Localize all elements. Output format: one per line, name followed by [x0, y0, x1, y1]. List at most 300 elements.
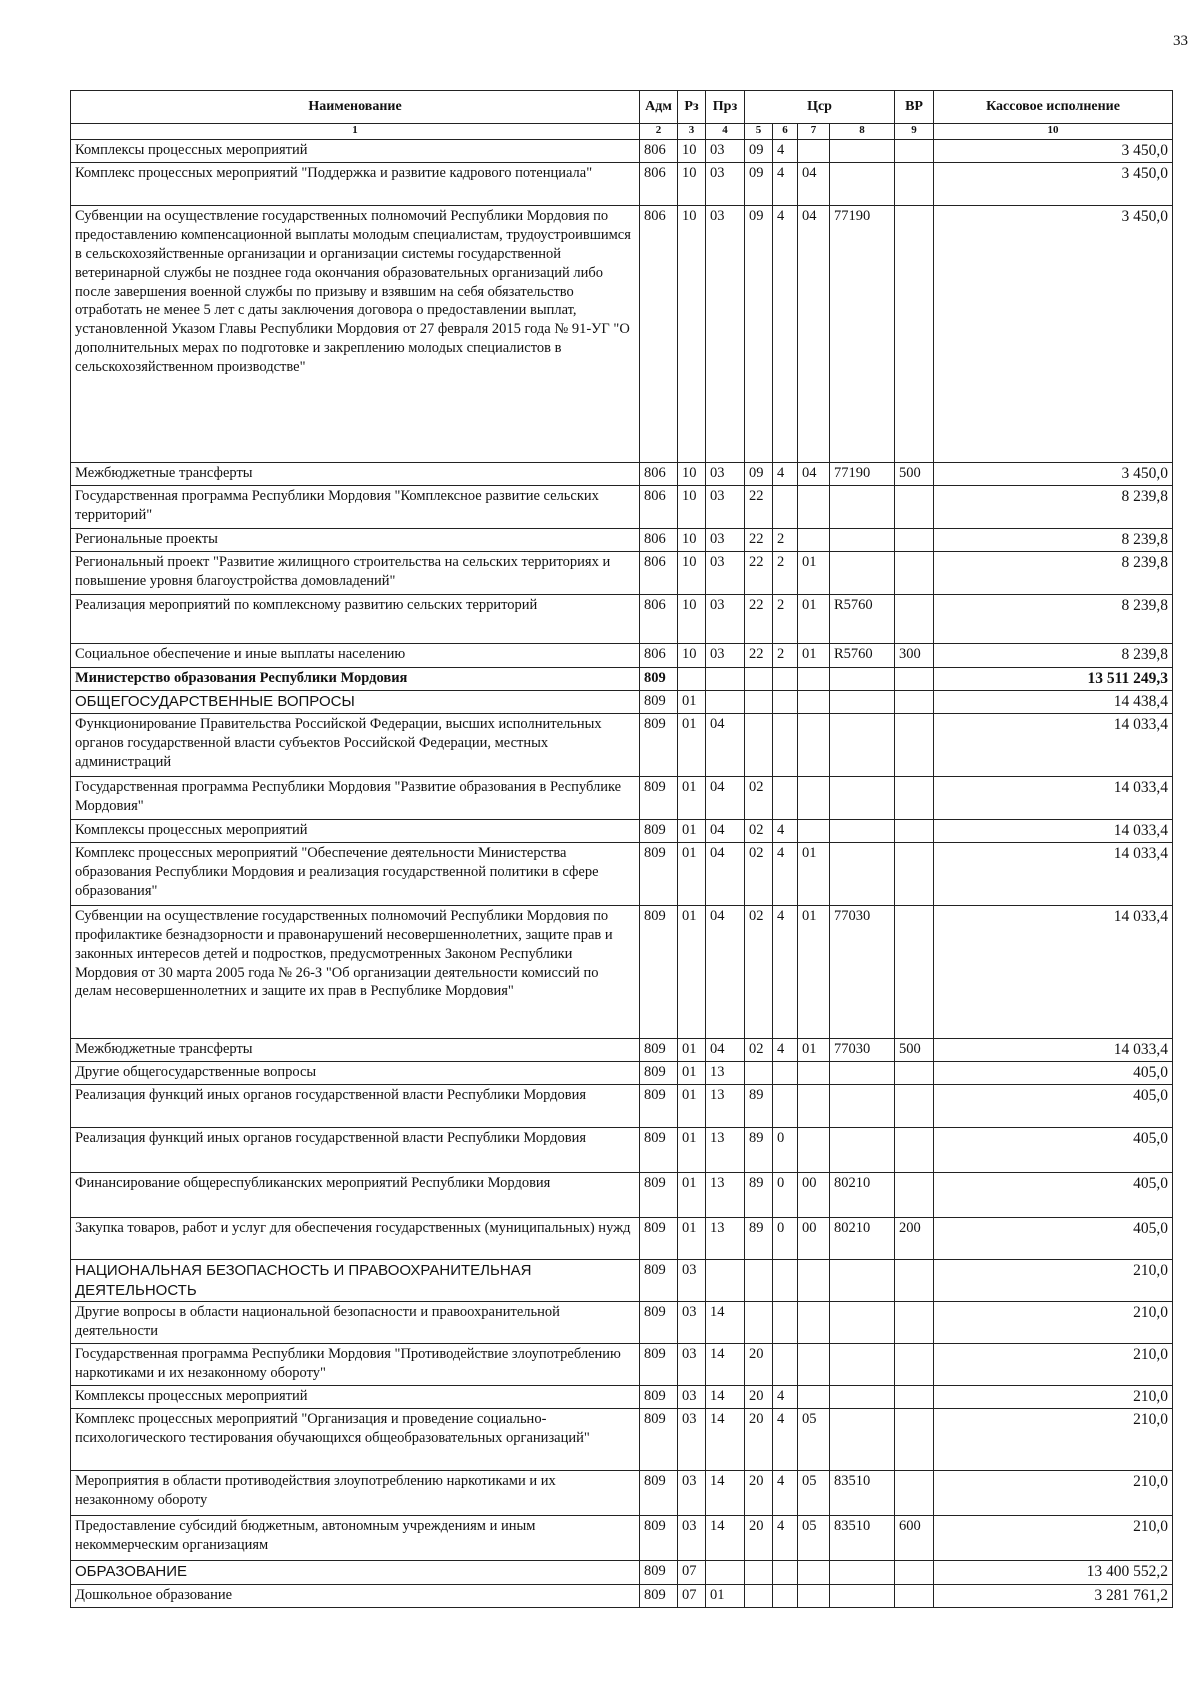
cell-prz: 04: [706, 842, 745, 905]
cell-csr-structural: 01: [798, 842, 830, 905]
cell-adm: 806: [640, 163, 678, 206]
table-row: [71, 1062, 1173, 1085]
header-adm: Адм: [640, 91, 678, 124]
cell-csr-direction: 77030: [830, 1038, 895, 1061]
cell-csr-structural: 04: [798, 163, 830, 206]
header-prz: Прз: [706, 91, 745, 124]
cell-amount: 8 239,8: [934, 486, 1173, 529]
cell-csr-program: [745, 713, 773, 776]
cell-amount: 13 511 249,3: [934, 667, 1173, 690]
cell-csr-structural: [798, 690, 830, 713]
cell-rz: 03: [678, 1409, 706, 1471]
cell-prz: 13: [706, 1218, 745, 1260]
table-row: [71, 206, 1173, 463]
cell-amount: 3 450,0: [934, 163, 1173, 206]
cell-amount: 14 033,4: [934, 713, 1173, 776]
cell-amount: 13 400 552,2: [934, 1561, 1173, 1584]
cell-csr-direction: [830, 529, 895, 552]
cell-csr-program: 02: [745, 1038, 773, 1061]
cell-prz: 03: [706, 552, 745, 595]
cell-amount: 14 033,4: [934, 819, 1173, 842]
cell-csr-direction: [830, 1085, 895, 1128]
cell-adm: 809: [640, 905, 678, 1038]
cell-csr-direction: [830, 1409, 895, 1471]
cell-prz: [706, 1260, 745, 1302]
cell-csr-type: 4: [773, 1516, 798, 1561]
cell-csr-type: [773, 1260, 798, 1302]
cell-prz: 13: [706, 1173, 745, 1218]
cell-vr: [895, 140, 934, 163]
cell-prz: 14: [706, 1516, 745, 1561]
cell-prz: 04: [706, 819, 745, 842]
cell-csr-structural: [798, 529, 830, 552]
cell-adm: 809: [640, 1038, 678, 1061]
table-row: [71, 140, 1173, 163]
cell-csr-program: 22: [745, 595, 773, 644]
table-row: [71, 1584, 1173, 1607]
table-row: [71, 1038, 1173, 1061]
cell-amount: 405,0: [934, 1173, 1173, 1218]
cell-vr: [895, 1085, 934, 1128]
header-rz: Рз: [678, 91, 706, 124]
cell-csr-program: 02: [745, 819, 773, 842]
cell-csr-direction: [830, 1584, 895, 1607]
cell-adm: 806: [640, 595, 678, 644]
cell-rz: 10: [678, 163, 706, 206]
cell-csr-type: 4: [773, 206, 798, 463]
cell-amount: 8 239,8: [934, 529, 1173, 552]
header-vr: ВР: [895, 91, 934, 124]
cell-csr-structural: [798, 1386, 830, 1409]
cell-vr: [895, 206, 934, 463]
cell-rz: 03: [678, 1302, 706, 1344]
table-row: [71, 1260, 1173, 1302]
cell-amount: 3 450,0: [934, 206, 1173, 463]
cell-rz: 07: [678, 1584, 706, 1607]
cell-adm: 809: [640, 1584, 678, 1607]
cell-csr-program: 20: [745, 1409, 773, 1471]
cell-prz: [706, 690, 745, 713]
table-row: [71, 529, 1173, 552]
cell-csr-direction: [830, 486, 895, 529]
cell-csr-structural: 01: [798, 595, 830, 644]
cell-vr: [895, 595, 934, 644]
table-row: [71, 1561, 1173, 1584]
cell-adm: 809: [640, 1516, 678, 1561]
cell-prz: 03: [706, 463, 745, 486]
table-row: [71, 595, 1173, 644]
cell-adm: 809: [640, 1561, 678, 1584]
cell-rz: 03: [678, 1471, 706, 1516]
cell-name: Комплекс процессных мероприятий "Поддержка и развитие кадрового потенциала": [71, 163, 640, 206]
cell-vr: [895, 486, 934, 529]
cell-csr-type: [773, 1302, 798, 1344]
cell-rz: 01: [678, 819, 706, 842]
cell-csr-program: 20: [745, 1471, 773, 1516]
cell-csr-program: [745, 1584, 773, 1607]
cell-adm: 809: [640, 1260, 678, 1302]
cell-csr-type: 0: [773, 1218, 798, 1260]
column-number-row: [71, 124, 1173, 140]
cell-name: Межбюджетные трансферты: [71, 1038, 640, 1061]
cell-vr: [895, 1386, 934, 1409]
cell-vr: 300: [895, 644, 934, 667]
cell-csr-structural: [798, 140, 830, 163]
cell-csr-structural: 05: [798, 1516, 830, 1561]
cell-csr-structural: 00: [798, 1173, 830, 1218]
cell-csr-type: 2: [773, 595, 798, 644]
cell-csr-structural: 04: [798, 463, 830, 486]
cell-rz: 01: [678, 1038, 706, 1061]
column-number: 10: [934, 124, 1173, 140]
cell-adm: 809: [640, 1173, 678, 1218]
cell-rz: 10: [678, 463, 706, 486]
cell-prz: 03: [706, 529, 745, 552]
cell-vr: [895, 819, 934, 842]
cell-name: Социальное обеспечение и иные выплаты населению: [71, 644, 640, 667]
cell-csr-structural: 01: [798, 1038, 830, 1061]
cell-csr-program: 22: [745, 644, 773, 667]
cell-csr-structural: [798, 1260, 830, 1302]
cell-csr-structural: 01: [798, 552, 830, 595]
cell-vr: [895, 1260, 934, 1302]
cell-amount: 210,0: [934, 1386, 1173, 1409]
cell-csr-type: 4: [773, 1386, 798, 1409]
cell-amount: 14 033,4: [934, 842, 1173, 905]
cell-adm: 809: [640, 1409, 678, 1471]
cell-amount: 405,0: [934, 1218, 1173, 1260]
cell-name: Реализация функций иных органов государственной власти Республики Мордовия: [71, 1085, 640, 1128]
cell-name: Мероприятия в области противодействия злоупотреблению наркотиками и их незаконному обороту: [71, 1471, 640, 1516]
column-number: 3: [678, 124, 706, 140]
cell-name: Региональный проект "Развитие жилищного строительства на сельских территориях и повышение уровня благоустройства домовладений": [71, 552, 640, 595]
cell-adm: 806: [640, 140, 678, 163]
cell-vr: [895, 690, 934, 713]
cell-name: Предоставление субсидий бюджетным, автономным учреждениям и иным некоммерческим организациям: [71, 1516, 640, 1561]
cell-csr-direction: [830, 163, 895, 206]
table-body: [71, 140, 1173, 1608]
cell-csr-program: [745, 1302, 773, 1344]
cell-vr: [895, 529, 934, 552]
cell-amount: 210,0: [934, 1344, 1173, 1386]
cell-csr-direction: [830, 1260, 895, 1302]
cell-adm: 809: [640, 1471, 678, 1516]
cell-adm: 809: [640, 1386, 678, 1409]
table-row: [71, 690, 1173, 713]
cell-name: Межбюджетные трансферты: [71, 463, 640, 486]
table-row: [71, 819, 1173, 842]
column-number: 7: [798, 124, 830, 140]
cell-csr-program: 02: [745, 842, 773, 905]
cell-csr-structural: 05: [798, 1409, 830, 1471]
cell-vr: [895, 1173, 934, 1218]
cell-csr-direction: [830, 552, 895, 595]
cell-csr-program: 22: [745, 552, 773, 595]
cell-rz: 01: [678, 690, 706, 713]
cell-csr-program: [745, 1260, 773, 1302]
cell-name: ОБРАЗОВАНИЕ: [71, 1561, 640, 1584]
cell-rz: 03: [678, 1386, 706, 1409]
cell-csr-program: 09: [745, 206, 773, 463]
cell-vr: 500: [895, 1038, 934, 1061]
cell-rz: 10: [678, 140, 706, 163]
cell-csr-direction: 77030: [830, 905, 895, 1038]
cell-rz: 01: [678, 1128, 706, 1173]
cell-name: Комплексы процессных мероприятий: [71, 1386, 640, 1409]
cell-prz: 04: [706, 1038, 745, 1061]
column-number: 1: [71, 124, 640, 140]
cell-csr-program: 20: [745, 1386, 773, 1409]
cell-rz: 01: [678, 1085, 706, 1128]
cell-csr-direction: [830, 819, 895, 842]
cell-rz: 01: [678, 1062, 706, 1085]
table-row: [71, 905, 1173, 1038]
cell-csr-direction: 77190: [830, 206, 895, 463]
cell-csr-program: 22: [745, 486, 773, 529]
cell-csr-structural: [798, 486, 830, 529]
cell-csr-type: [773, 776, 798, 819]
cell-name: Другие общегосударственные вопросы: [71, 1062, 640, 1085]
cell-csr-type: 4: [773, 905, 798, 1038]
cell-csr-program: 89: [745, 1173, 773, 1218]
cell-rz: 10: [678, 552, 706, 595]
table-row: [71, 644, 1173, 667]
cell-csr-direction: 77190: [830, 463, 895, 486]
cell-rz: 03: [678, 1344, 706, 1386]
cell-vr: [895, 905, 934, 1038]
cell-vr: [895, 1471, 934, 1516]
cell-csr-type: 4: [773, 819, 798, 842]
table-row: [71, 1302, 1173, 1344]
cell-name: Государственная программа Республики Мордовия "Комплексное развитие сельских территорий": [71, 486, 640, 529]
cell-csr-structural: 01: [798, 644, 830, 667]
cell-amount: 210,0: [934, 1516, 1173, 1561]
table-row: [71, 1471, 1173, 1516]
column-number: 9: [895, 124, 934, 140]
table-row: [71, 842, 1173, 905]
cell-prz: [706, 667, 745, 690]
header-cash: Кассовое исполнение: [934, 91, 1173, 124]
column-number: 5: [745, 124, 773, 140]
cell-csr-structural: [798, 1128, 830, 1173]
table-row: [71, 1516, 1173, 1561]
cell-adm: 809: [640, 1128, 678, 1173]
cell-csr-type: 2: [773, 529, 798, 552]
cell-vr: [895, 163, 934, 206]
cell-amount: 405,0: [934, 1085, 1173, 1128]
cell-adm: 809: [640, 1302, 678, 1344]
column-number: 6: [773, 124, 798, 140]
cell-csr-structural: [798, 713, 830, 776]
cell-prz: 14: [706, 1386, 745, 1409]
cell-amount: 3 281 761,2: [934, 1584, 1173, 1607]
cell-vr: [895, 842, 934, 905]
cell-name: ОБЩЕГОСУДАРСТВЕННЫЕ ВОПРОСЫ: [71, 690, 640, 713]
cell-rz: 01: [678, 713, 706, 776]
cell-name: Региональные проекты: [71, 529, 640, 552]
cell-csr-program: 09: [745, 163, 773, 206]
cell-amount: 210,0: [934, 1302, 1173, 1344]
cell-csr-structural: [798, 819, 830, 842]
cell-adm: 809: [640, 842, 678, 905]
cell-amount: 3 450,0: [934, 140, 1173, 163]
cell-name: Субвенции на осуществление государственных полномочий Республики Мордовия по профилактике безнадзорности и правонарушений несовершеннолетних, защите прав и законных интересов детей и подростков, предусмотренных Законом Республики Мордовия от 30 марта 2005 года № 26-З "Об организации деятельности комиссий по делам несовершеннолетних и защите их прав в Республике Мордовия": [71, 905, 640, 1038]
cell-csr-direction: R5760: [830, 595, 895, 644]
cell-name: Государственная программа Республики Мордовия "Развитие образования в Республике Мордовия": [71, 776, 640, 819]
cell-csr-type: [773, 667, 798, 690]
cell-vr: [895, 776, 934, 819]
cell-amount: 8 239,8: [934, 552, 1173, 595]
cell-csr-structural: [798, 1344, 830, 1386]
cell-csr-structural: [798, 1302, 830, 1344]
cell-rz: 10: [678, 644, 706, 667]
cell-csr-structural: [798, 1584, 830, 1607]
cell-csr-type: 4: [773, 1038, 798, 1061]
cell-amount: 14 033,4: [934, 905, 1173, 1038]
cell-adm: 809: [640, 1085, 678, 1128]
cell-csr-direction: [830, 690, 895, 713]
cell-name: Финансирование общереспубликанских мероприятий Республики Мордовия: [71, 1173, 640, 1218]
cell-prz: 03: [706, 595, 745, 644]
cell-csr-structural: 00: [798, 1218, 830, 1260]
cell-vr: [895, 1062, 934, 1085]
cell-prz: [706, 1561, 745, 1584]
cell-adm: 809: [640, 819, 678, 842]
cell-rz: 01: [678, 776, 706, 819]
cell-prz: 14: [706, 1409, 745, 1471]
cell-prz: 04: [706, 776, 745, 819]
cell-amount: 405,0: [934, 1128, 1173, 1173]
cell-rz: 10: [678, 529, 706, 552]
cell-adm: 806: [640, 206, 678, 463]
header-csr: Цср: [745, 91, 895, 124]
cell-csr-type: [773, 1085, 798, 1128]
cell-vr: [895, 1302, 934, 1344]
cell-adm: 809: [640, 1218, 678, 1260]
table-row: [71, 713, 1173, 776]
cell-name: Реализация функций иных органов государственной власти Республики Мордовия: [71, 1128, 640, 1173]
cell-csr-direction: 80210: [830, 1173, 895, 1218]
cell-csr-program: 89: [745, 1085, 773, 1128]
cell-csr-direction: 80210: [830, 1218, 895, 1260]
cell-csr-direction: [830, 667, 895, 690]
cell-vr: 200: [895, 1218, 934, 1260]
cell-amount: 3 450,0: [934, 463, 1173, 486]
cell-amount: 405,0: [934, 1062, 1173, 1085]
cell-adm: 809: [640, 713, 678, 776]
cell-prz: 03: [706, 486, 745, 529]
table-row: [71, 1344, 1173, 1386]
cell-adm: 806: [640, 463, 678, 486]
cell-prz: 03: [706, 644, 745, 667]
table-row: [71, 486, 1173, 529]
cell-prz: 13: [706, 1128, 745, 1173]
cell-csr-program: 20: [745, 1344, 773, 1386]
column-number: 8: [830, 124, 895, 140]
cell-adm: 809: [640, 667, 678, 690]
cell-csr-type: 0: [773, 1173, 798, 1218]
cell-csr-type: 4: [773, 140, 798, 163]
cell-prz: 14: [706, 1302, 745, 1344]
cell-prz: 04: [706, 905, 745, 1038]
budget-execution-table: [70, 90, 1173, 1608]
cell-name: Реализация мероприятий по комплексному развитию сельских территорий: [71, 595, 640, 644]
cell-vr: [895, 1409, 934, 1471]
cell-rz: [678, 667, 706, 690]
cell-csr-type: [773, 713, 798, 776]
cell-vr: [895, 1344, 934, 1386]
cell-name: Функционирование Правительства Российской Федерации, высших исполнительных органов государственной власти субъектов Российской Федерации, местных администраций: [71, 713, 640, 776]
cell-csr-structural: [798, 1561, 830, 1584]
cell-rz: 01: [678, 1218, 706, 1260]
cell-name: Субвенции на осуществление государственных полномочий Республики Мордовия по предоставлению компенсационной выплаты молодым специалистам, трудоустроившимся в сельскохозяйственные организации и организации системы государственной ветеринарной службы не позднее года окончания образовательных организаций либо после завершения военной службы по призыву и взявшим на себя обязательство отработать не менее 5 лет с даты заключения договора о предоставлении выплат, установленной Указом Главы Республики Мордовия от 27 февраля 2015 года № 91-УГ "О дополнительных мерах по подготовке и закреплению молодых специалистов в сельскохозяйственном производстве": [71, 206, 640, 463]
cell-csr-direction: [830, 1344, 895, 1386]
table-row: [71, 163, 1173, 206]
cell-csr-structural: [798, 1085, 830, 1128]
table-row: [71, 1409, 1173, 1471]
cell-prz: 14: [706, 1344, 745, 1386]
cell-rz: 10: [678, 206, 706, 463]
cell-adm: 809: [640, 776, 678, 819]
cell-name: Министерство образования Республики Мордовия: [71, 667, 640, 690]
cell-csr-program: [745, 1561, 773, 1584]
cell-vr: 500: [895, 463, 934, 486]
table-row: [71, 1173, 1173, 1218]
cell-csr-program: 09: [745, 140, 773, 163]
table-row: [71, 776, 1173, 819]
cell-vr: [895, 713, 934, 776]
cell-csr-direction: R5760: [830, 644, 895, 667]
cell-name: Комплекс процессных мероприятий "Обеспечение деятельности Министерства образования Республики Мордовия и реализация государственной политики в сфере образования": [71, 842, 640, 905]
cell-vr: [895, 1561, 934, 1584]
cell-amount: 210,0: [934, 1260, 1173, 1302]
cell-prz: 03: [706, 140, 745, 163]
cell-csr-direction: [830, 1561, 895, 1584]
table-row: [71, 1386, 1173, 1409]
table-row: [71, 1128, 1173, 1173]
cell-adm: 806: [640, 552, 678, 595]
cell-rz: 03: [678, 1260, 706, 1302]
cell-rz: 01: [678, 1173, 706, 1218]
cell-csr-type: 4: [773, 1409, 798, 1471]
cell-csr-program: 02: [745, 905, 773, 1038]
cell-csr-direction: [830, 1062, 895, 1085]
cell-rz: 07: [678, 1561, 706, 1584]
table-header-row: [71, 91, 1173, 124]
cell-name: Государственная программа Республики Мордовия "Противодействие злоупотреблению наркотиками и их незаконному обороту": [71, 1344, 640, 1386]
cell-adm: 806: [640, 486, 678, 529]
cell-csr-program: [745, 667, 773, 690]
cell-name: Другие вопросы в области национальной безопасности и правоохранительной деятельности: [71, 1302, 640, 1344]
cell-name: Комплекс процессных мероприятий "Организация и проведение социально-психологического тестирования обучающихся общеобразовательных организаций": [71, 1409, 640, 1471]
page-number: 33: [1173, 33, 1188, 49]
cell-amount: 14 033,4: [934, 1038, 1173, 1061]
cell-rz: 03: [678, 1516, 706, 1561]
cell-csr-program: 02: [745, 776, 773, 819]
cell-prz: 01: [706, 1584, 745, 1607]
cell-name: Комплексы процессных мероприятий: [71, 819, 640, 842]
cell-vr: [895, 552, 934, 595]
cell-vr: 600: [895, 1516, 934, 1561]
cell-adm: 806: [640, 529, 678, 552]
cell-csr-type: 4: [773, 1471, 798, 1516]
cell-name: Закупка товаров, работ и услуг для обеспечения государственных (муниципальных) нужд: [71, 1218, 640, 1260]
cell-csr-type: [773, 1584, 798, 1607]
cell-rz: 01: [678, 842, 706, 905]
cell-csr-direction: 83510: [830, 1471, 895, 1516]
cell-csr-direction: [830, 1128, 895, 1173]
table-row: [71, 667, 1173, 690]
